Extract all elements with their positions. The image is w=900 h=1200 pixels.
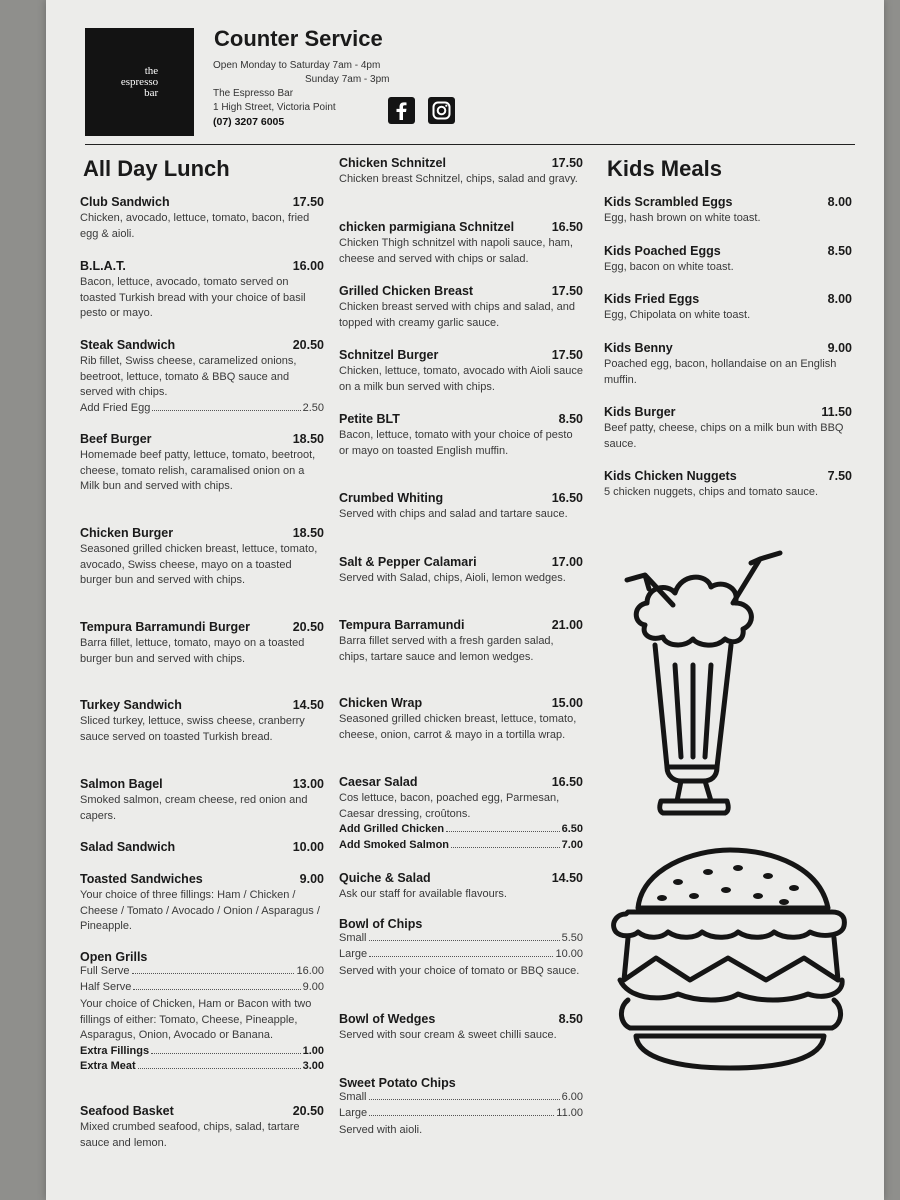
item-price: 20.50: [292, 338, 324, 352]
leader-dots: [132, 973, 295, 974]
option-row: [339, 838, 583, 854]
item-description: Chicken, avocado, lettuce, tomato, bacon, fried egg & aioli.: [80, 212, 310, 240]
item-header: [339, 917, 583, 931]
item-header: [339, 696, 583, 710]
item-description: Served with Salad, chips, Aioli, lemon wedges.: [339, 572, 566, 584]
item-name: Crumbed Whiting: [339, 491, 444, 505]
item-header: [339, 156, 583, 170]
item-price: 14.50: [292, 698, 324, 712]
menu-item-quiche-salad: [339, 871, 583, 903]
item-name: Kids Scrambled Eggs: [604, 195, 733, 209]
item-name: Chicken Wrap: [339, 696, 423, 710]
option-label: Add Smoked Salmon: [339, 838, 450, 851]
item-header: [80, 698, 324, 712]
menu-item-salt-pepper-calamari: [339, 555, 583, 587]
leader-dots: [152, 410, 300, 411]
option-label: Large: [339, 947, 368, 960]
option-label: Add Fried Egg: [80, 401, 151, 414]
option-price: 6.50: [561, 823, 583, 835]
item-name: Beef Burger: [80, 432, 152, 446]
item-price: 8.50: [558, 412, 583, 426]
option-row: [80, 401, 324, 417]
item-price: 7.50: [827, 469, 852, 483]
item-price: 11.50: [821, 405, 852, 419]
item-name: Kids Benny: [604, 341, 673, 355]
menu-item-b-l-a-t: [80, 259, 324, 322]
hours-weekday: Open Monday to Saturday 7am - 4pm: [213, 60, 381, 71]
item-name: Steak Sandwich: [80, 338, 176, 352]
leader-dots: [133, 989, 300, 990]
item-description: Beef patty, cheese, chips on a milk bun with BBQ sauce.: [604, 422, 844, 450]
item-price: 20.50: [292, 620, 324, 634]
menu-item-tempura-barramundi-burger: [80, 620, 324, 667]
leader-dots: [369, 1099, 560, 1100]
option-row: [339, 947, 583, 963]
item-header: [80, 432, 324, 446]
item-description: Served with sour cream & sweet chilli sauce.: [339, 1029, 557, 1041]
item-price: 8.00: [827, 292, 852, 306]
venue-phone: (07) 3207 6005: [213, 116, 285, 128]
item-name: Open Grills: [80, 950, 148, 964]
item-description: Barra fillet served with a fresh garden salad, chips, tartare sauce and lemon wedges.: [339, 635, 554, 663]
option-row: [339, 822, 583, 838]
menu-item-chicken-schnitzel: [339, 156, 583, 188]
item-header: [80, 950, 324, 964]
menu-item-kids-burger: [604, 405, 852, 452]
menu-item-chicken-parmigiana-schnitzel: [339, 220, 583, 267]
item-name: Tempura Barramundi Burger: [80, 620, 250, 634]
item-header: [339, 220, 583, 234]
item-header: [339, 284, 583, 298]
item-price: 16.50: [551, 775, 583, 789]
item-header: [80, 872, 324, 886]
item-name: Bowl of Chips: [339, 917, 423, 931]
item-header: [604, 292, 852, 306]
option-price: 9.00: [302, 980, 324, 993]
item-description: Ask our staff for available flavours.: [339, 888, 507, 900]
menu-item-caesar-salad: [339, 775, 583, 853]
menu-item-turkey-sandwich: [80, 698, 324, 745]
item-price: 17.50: [551, 156, 583, 170]
item-price: 8.50: [558, 1012, 583, 1026]
item-description: Homemade beef patty, lettuce, tomato, beetroot, cheese, tomato relish, caramalised onion on a Milk bun and served with chips.: [80, 449, 316, 492]
item-description: Chicken breast Schnitzel, chips, salad and gravy.: [339, 173, 578, 185]
item-price: 8.50: [827, 244, 852, 258]
item-price: 9.00: [299, 872, 324, 886]
menu-item-open-grills: [80, 950, 324, 1075]
item-description: Chicken, lettuce, tomato, avocado with Aioli sauce on a milk bun served with chips.: [339, 365, 583, 393]
menu-item-kids-chicken-nuggets: [604, 469, 852, 501]
item-price: 17.50: [551, 348, 583, 362]
venue-address: 1 High Street, Victoria Point: [213, 102, 336, 113]
option-row: [80, 980, 324, 996]
option-label: Extra Fillings: [80, 1044, 150, 1057]
menu-item-schnitzel-burger: [339, 348, 583, 395]
item-price: 15.00: [551, 696, 583, 710]
item-header: [339, 555, 583, 569]
item-price: 14.50: [551, 871, 583, 885]
item-header: [339, 775, 583, 789]
header-divider: [85, 144, 855, 145]
option-row: [80, 964, 324, 980]
item-description: Your choice of Chicken, Ham or Bacon with two fillings of either: Tomato, Cheese, Pineapple, Asparagus, Onion, Avocado or Banana.: [80, 998, 312, 1041]
hours-sunday: Sunday 7am - 3pm: [305, 74, 390, 85]
option-price: 3.00: [302, 1060, 324, 1072]
option-row: [339, 931, 583, 947]
item-description: Seasoned grilled chicken breast, lettuce, tomato, cheese, onion, carrot & mayo in a tortilla wrap.: [339, 713, 577, 741]
item-description: 5 chicken nuggets, chips and tomato sauce.: [604, 486, 819, 498]
item-header: [339, 412, 583, 426]
menu-item-chicken-wrap: [339, 696, 583, 743]
option-price: 16.00: [296, 965, 324, 977]
instagram-icon[interactable]: [428, 97, 455, 124]
item-header: [339, 1012, 583, 1026]
page-title: Counter Service: [214, 26, 383, 51]
item-description: Barra fillet, lettuce, tomato, mayo on a toasted burger bun and served with chips.: [80, 637, 305, 665]
leader-dots: [138, 1068, 301, 1069]
venue-name: The Espresso Bar: [213, 88, 294, 99]
menu-item-club-sandwich: [80, 195, 324, 242]
item-header: [604, 405, 852, 419]
item-description: Egg, Chipolata on white toast.: [604, 309, 751, 321]
item-name: Toasted Sandwiches: [80, 872, 203, 886]
item-description: Egg, bacon on white toast.: [604, 261, 734, 273]
item-description: Chicken Thigh schnitzel with napoli sauce, ham, cheese and served with chips or salad.: [339, 237, 573, 265]
item-name: Tempura Barramundi: [339, 618, 465, 632]
item-header: [339, 871, 583, 885]
menu-item-salad-sandwich: [80, 840, 324, 854]
leader-dots: [446, 831, 559, 832]
leader-dots: [151, 1053, 301, 1054]
item-name: Chicken Schnitzel: [339, 156, 446, 170]
option-label: Add Grilled Chicken: [339, 823, 445, 835]
menu-item-beef-burger: [80, 432, 324, 495]
item-price: 9.00: [827, 341, 852, 355]
leader-dots: [369, 1115, 554, 1116]
item-header: [604, 244, 852, 258]
menu-item-salmon-bagel: [80, 777, 324, 824]
item-name: Grilled Chicken Breast: [339, 284, 474, 298]
item-description: Cos lettuce, bacon, poached egg, Parmesan, Caesar dressing, croûtons.: [339, 792, 560, 820]
item-name: Bowl of Wedges: [339, 1012, 436, 1026]
leader-dots: [369, 940, 560, 941]
item-name: Quiche & Salad: [339, 871, 431, 885]
option-price: 5.50: [561, 932, 583, 944]
menu-item-sweet-potato-chips: [339, 1076, 583, 1139]
menu-item-bowl-of-wedges: [339, 1012, 583, 1044]
item-header: [80, 526, 324, 540]
item-header: [604, 341, 852, 355]
menu-item-steak-sandwich: [80, 338, 324, 416]
menu-item-grilled-chicken-breast: [339, 284, 583, 331]
option-price: 1.00: [302, 1044, 324, 1057]
item-description: Bacon, lettuce, tomato with your choice of pesto or mayo on toasted English muffin.: [339, 429, 573, 457]
item-name: Caesar Salad: [339, 775, 418, 789]
item-price: 13.00: [292, 777, 324, 791]
option-label: Extra Meat: [80, 1060, 136, 1072]
logo-text: the espresso bar: [120, 64, 159, 99]
menu-item-petite-blt: [339, 412, 583, 459]
item-description: Served with your choice of tomato or BBQ sauce.: [339, 965, 580, 977]
item-header: [80, 777, 324, 791]
item-header: [80, 259, 324, 273]
item-header: [80, 1104, 324, 1118]
item-name: Salmon Bagel: [80, 777, 163, 791]
item-description: Poached egg, bacon, hollandaise on an English muffin.: [604, 358, 837, 386]
item-description: Served with aioli.: [339, 1124, 423, 1136]
item-name: Petite BLT: [339, 412, 400, 426]
item-description: Bacon, lettuce, avocado, tomato served on toasted Turkish bread with your choice of basil pesto or mayo.: [80, 276, 306, 319]
menu-item-crumbed-whiting: [339, 491, 583, 523]
item-price: 16.00: [292, 259, 324, 273]
item-description: Smoked salmon, cream cheese, red onion and capers.: [80, 794, 308, 822]
item-name: Sweet Potato Chips: [339, 1076, 456, 1090]
item-name: Seafood Basket: [80, 1104, 174, 1118]
item-header: [339, 348, 583, 362]
espresso-bar-logo: [85, 28, 194, 136]
item-name: Kids Fried Eggs: [604, 292, 700, 306]
leader-dots: [451, 847, 560, 848]
item-name: chicken parmigiana Schnitzel: [339, 220, 515, 234]
item-description: Sliced turkey, lettuce, swiss cheese, cranberry sauce served on toasted Turkish bread.: [80, 715, 305, 743]
item-description: Mixed crumbed seafood, chips, salad, tartare sauce and lemon.: [80, 1121, 300, 1149]
option-label: Full Serve: [80, 965, 130, 977]
item-price: 17.00: [551, 555, 583, 569]
item-price: 17.50: [551, 284, 583, 298]
item-description: Rib fillet, Swiss cheese, caramelized onions, beetroot, lettuce, tomato & BBQ sauce and served with chips.: [80, 355, 297, 398]
item-header: [80, 195, 324, 209]
menu-item-kids-benny: [604, 341, 852, 388]
milkshake-illustration: [615, 545, 785, 820]
item-header: [339, 618, 583, 632]
item-name: Kids Burger: [604, 405, 676, 419]
option-price: 6.00: [561, 1091, 583, 1103]
burger-illustration: [598, 840, 860, 1080]
option-price: 2.50: [302, 401, 324, 414]
item-name: Club Sandwich: [80, 195, 170, 209]
item-description: Chicken breast served with chips and salad, and topped with creamy garlic sauce.: [339, 301, 576, 329]
item-header: [339, 491, 583, 505]
menu-item-kids-poached-eggs: [604, 244, 852, 276]
kids-meals-title: Kids Meals: [607, 156, 722, 181]
facebook-icon[interactable]: [388, 97, 415, 124]
item-header: [604, 469, 852, 483]
item-price: 18.50: [292, 526, 324, 540]
item-name: B.L.A.T.: [80, 259, 126, 273]
option-price: 11.00: [556, 1106, 583, 1119]
item-description: Seasoned grilled chicken breast, lettuce, tomato, avocado, Swiss cheese, mayo on a toasted burger bun and served with chips.: [80, 543, 318, 586]
item-header: [80, 840, 324, 854]
option-label: Small: [339, 1091, 367, 1103]
item-name: Salad Sandwich: [80, 840, 176, 854]
item-price: 16.50: [551, 220, 583, 234]
option-row: [339, 1090, 583, 1106]
option-label: Small: [339, 932, 367, 944]
item-header: [339, 1076, 583, 1090]
item-name: Salt & Pepper Calamari: [339, 555, 477, 569]
option-label: Large: [339, 1106, 368, 1119]
item-description: Served with chips and salad and tartare sauce.: [339, 508, 568, 520]
option-row: [339, 1106, 583, 1122]
menu-item-toasted-sandwiches: [80, 872, 324, 935]
option-price: 10.00: [555, 947, 583, 960]
option-row: [80, 1059, 324, 1075]
item-price: 20.50: [292, 1104, 324, 1118]
item-name: Kids Chicken Nuggets: [604, 469, 737, 483]
menu-item-kids-fried-eggs: [604, 292, 852, 324]
menu-item-seafood-basket: [80, 1104, 324, 1151]
menu-item-bowl-of-chips: [339, 917, 583, 980]
all-day-lunch-title: All Day Lunch: [83, 156, 230, 181]
item-name: Kids Poached Eggs: [604, 244, 721, 258]
item-price: 10.00: [292, 840, 324, 854]
item-header: [604, 195, 852, 209]
item-name: Schnitzel Burger: [339, 348, 439, 362]
option-price: 7.00: [561, 838, 583, 851]
menu-item-chicken-burger: [80, 526, 324, 589]
menu-item-tempura-barramundi: [339, 618, 583, 665]
option-row: [80, 1044, 324, 1060]
item-price: 16.50: [551, 491, 583, 505]
item-header: [80, 620, 324, 634]
menu-item-kids-scrambled-eggs: [604, 195, 852, 227]
leader-dots: [369, 956, 553, 957]
item-description: Your choice of three fillings: Ham / Chicken / Cheese / Tomato / Avocado / Onion / Asparagus / Pineapple.: [80, 889, 320, 932]
item-price: 18.50: [292, 432, 324, 446]
item-name: Chicken Burger: [80, 526, 174, 540]
item-description: Egg, hash brown on white toast.: [604, 212, 761, 224]
item-price: 8.00: [827, 195, 852, 209]
option-label: Half Serve: [80, 980, 132, 993]
item-price: 21.00: [551, 618, 583, 632]
item-price: 17.50: [292, 195, 324, 209]
item-name: Turkey Sandwich: [80, 698, 182, 712]
item-header: [80, 338, 324, 352]
